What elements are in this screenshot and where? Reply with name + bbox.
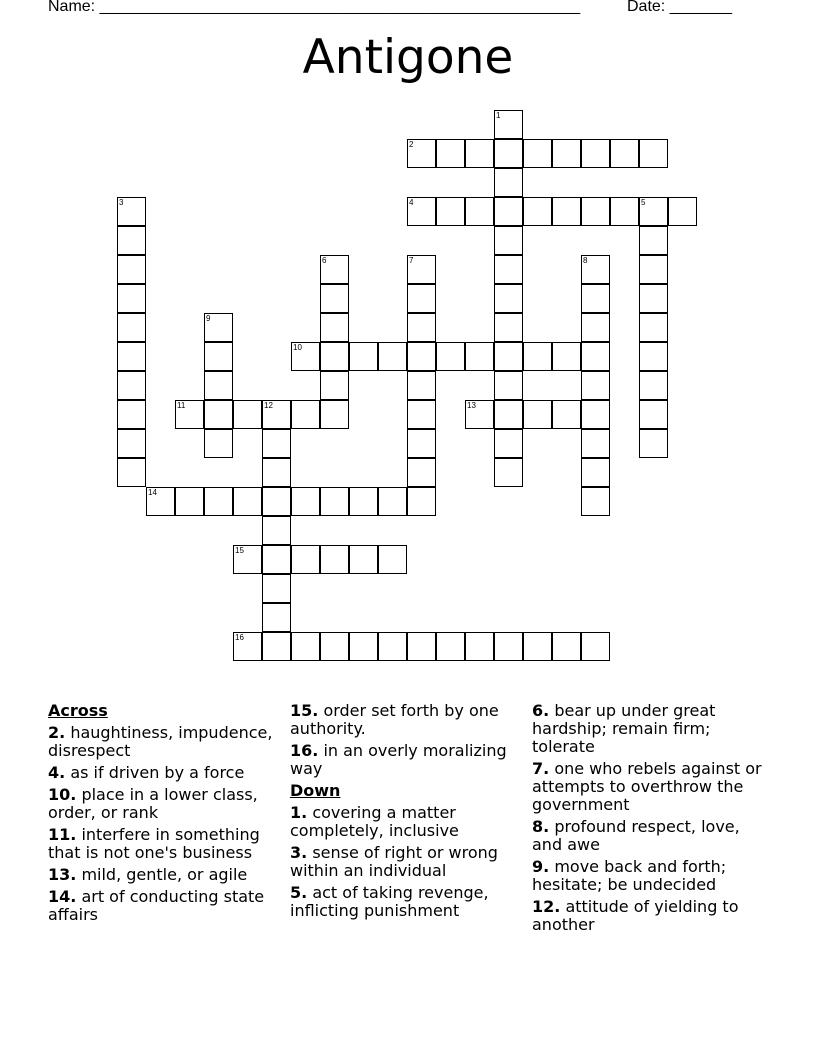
grid-cell[interactable] <box>291 632 320 661</box>
grid-cell[interactable] <box>407 255 436 284</box>
grid-cell[interactable] <box>320 342 349 371</box>
clue-down-7: 7. one who rebels against or attempts to overthrow the government <box>532 759 762 814</box>
grid-cell[interactable] <box>407 400 436 429</box>
grid-cell[interactable] <box>552 632 581 661</box>
grid-cell[interactable] <box>407 139 436 168</box>
date-field-label: Date: _______ <box>627 0 732 15</box>
grid-cell[interactable] <box>465 139 494 168</box>
grid-cell[interactable] <box>407 458 436 487</box>
clue-number: 15 <box>235 546 244 555</box>
clue-across-14: 14. art of conducting state affairs <box>48 887 265 924</box>
grid-cell[interactable] <box>639 371 668 400</box>
grid-cell[interactable] <box>494 110 523 139</box>
grid-cell[interactable] <box>436 197 465 226</box>
clue-number: 3 <box>119 198 124 207</box>
grid-cell[interactable] <box>117 400 146 429</box>
grid-cell[interactable] <box>349 632 378 661</box>
grid-cell[interactable] <box>494 429 523 458</box>
clue-down-1: 1. covering a matter completely, inclusive <box>290 803 459 840</box>
clue-down-6: 6. bear up under great hardship; remain firm; tolerate <box>532 701 716 756</box>
grid-cell[interactable] <box>552 139 581 168</box>
grid-cell[interactable] <box>204 487 233 516</box>
grid-cell[interactable] <box>581 458 610 487</box>
grid-cell[interactable] <box>320 632 349 661</box>
grid-cell[interactable] <box>320 400 349 429</box>
grid-cell[interactable] <box>407 197 436 226</box>
grid-cell[interactable] <box>117 371 146 400</box>
grid-cell[interactable] <box>639 313 668 342</box>
clue-across-13: 13. mild, gentle, or agile <box>48 865 248 884</box>
grid-cell[interactable] <box>117 226 146 255</box>
clue-number: 8 <box>583 256 588 265</box>
grid-cell[interactable] <box>291 342 320 371</box>
clue-down-3: 3. sense of right or wrong within an individual <box>290 843 498 880</box>
grid-cell[interactable] <box>581 197 610 226</box>
grid-cell[interactable] <box>494 400 523 429</box>
grid-cell[interactable] <box>523 342 552 371</box>
grid-cell[interactable] <box>378 545 407 574</box>
clue-number: 14 <box>148 488 157 497</box>
clue-across-4: 4. as if driven by a force <box>48 763 245 782</box>
clue-number: 16 <box>235 633 244 642</box>
grid-cell[interactable] <box>494 255 523 284</box>
clue-across-2: 2. haughtiness, impudence, disrespect <box>48 723 273 760</box>
grid-cell[interactable] <box>262 516 291 545</box>
clue-column-1 <box>48 702 284 928</box>
grid-cell[interactable] <box>581 255 610 284</box>
grid-cell[interactable] <box>204 342 233 371</box>
grid-cell[interactable] <box>523 400 552 429</box>
grid-cell[interactable] <box>262 487 291 516</box>
grid-cell[interactable] <box>639 400 668 429</box>
grid-cell[interactable] <box>465 197 494 226</box>
clue-across-15: 15. order set forth by one authority. <box>290 701 499 738</box>
name-field-label: Name: ______________________________________________________ <box>48 0 581 15</box>
grid-cell[interactable] <box>523 197 552 226</box>
grid-cell[interactable] <box>320 487 349 516</box>
grid-cell[interactable] <box>320 313 349 342</box>
clue-number: 12 <box>264 401 273 410</box>
clue-down-8: 8. profound respect, love, and awe <box>532 817 740 854</box>
grid-cell[interactable] <box>436 342 465 371</box>
grid-cell[interactable] <box>262 429 291 458</box>
grid-cell[interactable] <box>581 632 610 661</box>
grid-cell[interactable] <box>262 400 291 429</box>
grid-cell[interactable] <box>204 400 233 429</box>
grid-cell[interactable] <box>436 632 465 661</box>
clue-across-10: 10. place in a lower class, order, or rank <box>48 785 258 822</box>
clue-number: 11 <box>177 401 186 410</box>
grid-cell[interactable] <box>407 371 436 400</box>
grid-cell[interactable] <box>668 197 697 226</box>
grid-cell[interactable] <box>639 139 668 168</box>
grid-cell[interactable] <box>494 632 523 661</box>
grid-cell[interactable] <box>494 342 523 371</box>
grid-cell[interactable] <box>465 342 494 371</box>
grid-cell[interactable] <box>407 487 436 516</box>
grid-cell[interactable] <box>639 429 668 458</box>
grid-cell[interactable] <box>291 487 320 516</box>
grid-cell[interactable] <box>320 545 349 574</box>
grid-cell[interactable] <box>407 342 436 371</box>
grid-cell[interactable] <box>175 400 204 429</box>
grid-cell[interactable] <box>494 139 523 168</box>
grid-cell[interactable] <box>494 313 523 342</box>
clue-number: 1 <box>496 111 501 120</box>
grid-cell[interactable] <box>291 400 320 429</box>
grid-cell[interactable] <box>407 632 436 661</box>
grid-cell[interactable] <box>117 284 146 313</box>
grid-cell[interactable] <box>639 342 668 371</box>
grid-cell[interactable] <box>117 429 146 458</box>
clue-column-2 <box>290 702 526 924</box>
clue-number: 13 <box>467 401 476 410</box>
grid-cell[interactable] <box>494 284 523 313</box>
grid-cell[interactable] <box>639 197 668 226</box>
clue-down-9: 9. move back and forth; hesitate; be undecided <box>532 857 727 894</box>
grid-cell[interactable] <box>581 371 610 400</box>
grid-cell[interactable] <box>262 545 291 574</box>
grid-cell[interactable] <box>378 487 407 516</box>
grid-cell[interactable] <box>581 284 610 313</box>
grid-cell[interactable] <box>262 603 291 632</box>
grid-cell[interactable] <box>581 313 610 342</box>
grid-cell[interactable] <box>349 342 378 371</box>
clue-column-3 <box>532 702 768 938</box>
grid-cell[interactable] <box>233 545 262 574</box>
clue-number: 4 <box>409 198 414 207</box>
grid-cell[interactable] <box>117 255 146 284</box>
grid-cell[interactable] <box>204 371 233 400</box>
grid-cell[interactable] <box>262 632 291 661</box>
grid-cell[interactable] <box>349 487 378 516</box>
grid-cell[interactable] <box>407 429 436 458</box>
grid-cell[interactable] <box>233 400 262 429</box>
page-title: Antigone <box>302 30 514 85</box>
clue-number: 7 <box>409 256 414 265</box>
grid-cell[interactable] <box>117 342 146 371</box>
grid-cell[interactable] <box>494 458 523 487</box>
clue-number: 10 <box>293 343 302 352</box>
grid-cell[interactable] <box>465 400 494 429</box>
clue-number: 2 <box>409 140 414 149</box>
grid-cell[interactable] <box>639 255 668 284</box>
across-heading: Across <box>48 701 108 720</box>
grid-cell[interactable] <box>146 487 175 516</box>
grid-cell[interactable] <box>581 400 610 429</box>
clue-across-11: 11. interfere in something that is not one's business <box>48 825 260 862</box>
grid-cell[interactable] <box>262 574 291 603</box>
grid-cell[interactable] <box>639 226 668 255</box>
grid-cell[interactable] <box>349 545 378 574</box>
grid-cell[interactable] <box>581 139 610 168</box>
grid-cell[interactable] <box>233 632 262 661</box>
grid-cell[interactable] <box>175 487 204 516</box>
clue-down-12: 12. attitude of yielding to another <box>532 897 739 934</box>
grid-cell[interactable] <box>581 487 610 516</box>
grid-cell[interactable] <box>610 139 639 168</box>
grid-cell[interactable] <box>494 371 523 400</box>
grid-cell[interactable] <box>262 458 291 487</box>
grid-cell[interactable] <box>204 429 233 458</box>
grid-cell[interactable] <box>378 632 407 661</box>
grid-cell[interactable] <box>494 168 523 197</box>
grid-cell[interactable] <box>204 313 233 342</box>
grid-cell[interactable] <box>117 458 146 487</box>
grid-cell[interactable] <box>436 139 465 168</box>
clue-number: 6 <box>322 256 327 265</box>
grid-cell[interactable] <box>117 313 146 342</box>
grid-cell[interactable] <box>639 284 668 313</box>
grid-cell[interactable] <box>581 429 610 458</box>
grid-cell[interactable] <box>494 226 523 255</box>
grid-cell[interactable] <box>407 284 436 313</box>
grid-cell[interactable] <box>494 197 523 226</box>
grid-cell[interactable] <box>610 197 639 226</box>
grid-cell[interactable] <box>523 632 552 661</box>
grid-cell[interactable] <box>552 197 581 226</box>
grid-cell[interactable] <box>552 400 581 429</box>
grid-cell[interactable] <box>407 313 436 342</box>
down-heading: Down <box>290 781 341 800</box>
clue-number: 5 <box>641 198 646 207</box>
grid-cell[interactable] <box>552 342 581 371</box>
clue-number: 9 <box>206 314 211 323</box>
grid-cell[interactable] <box>465 632 494 661</box>
grid-cell[interactable] <box>378 342 407 371</box>
grid-cell[interactable] <box>233 487 262 516</box>
grid-cell[interactable] <box>581 342 610 371</box>
grid-cell[interactable] <box>320 284 349 313</box>
clue-across-16: 16. in an overly moralizing way <box>290 741 507 778</box>
grid-cell[interactable] <box>523 139 552 168</box>
grid-cell[interactable] <box>320 255 349 284</box>
grid-cell[interactable] <box>320 371 349 400</box>
grid-cell[interactable] <box>117 197 146 226</box>
grid-cell[interactable] <box>291 545 320 574</box>
clue-down-5: 5. act of taking revenge, inflicting punishment <box>290 883 489 920</box>
